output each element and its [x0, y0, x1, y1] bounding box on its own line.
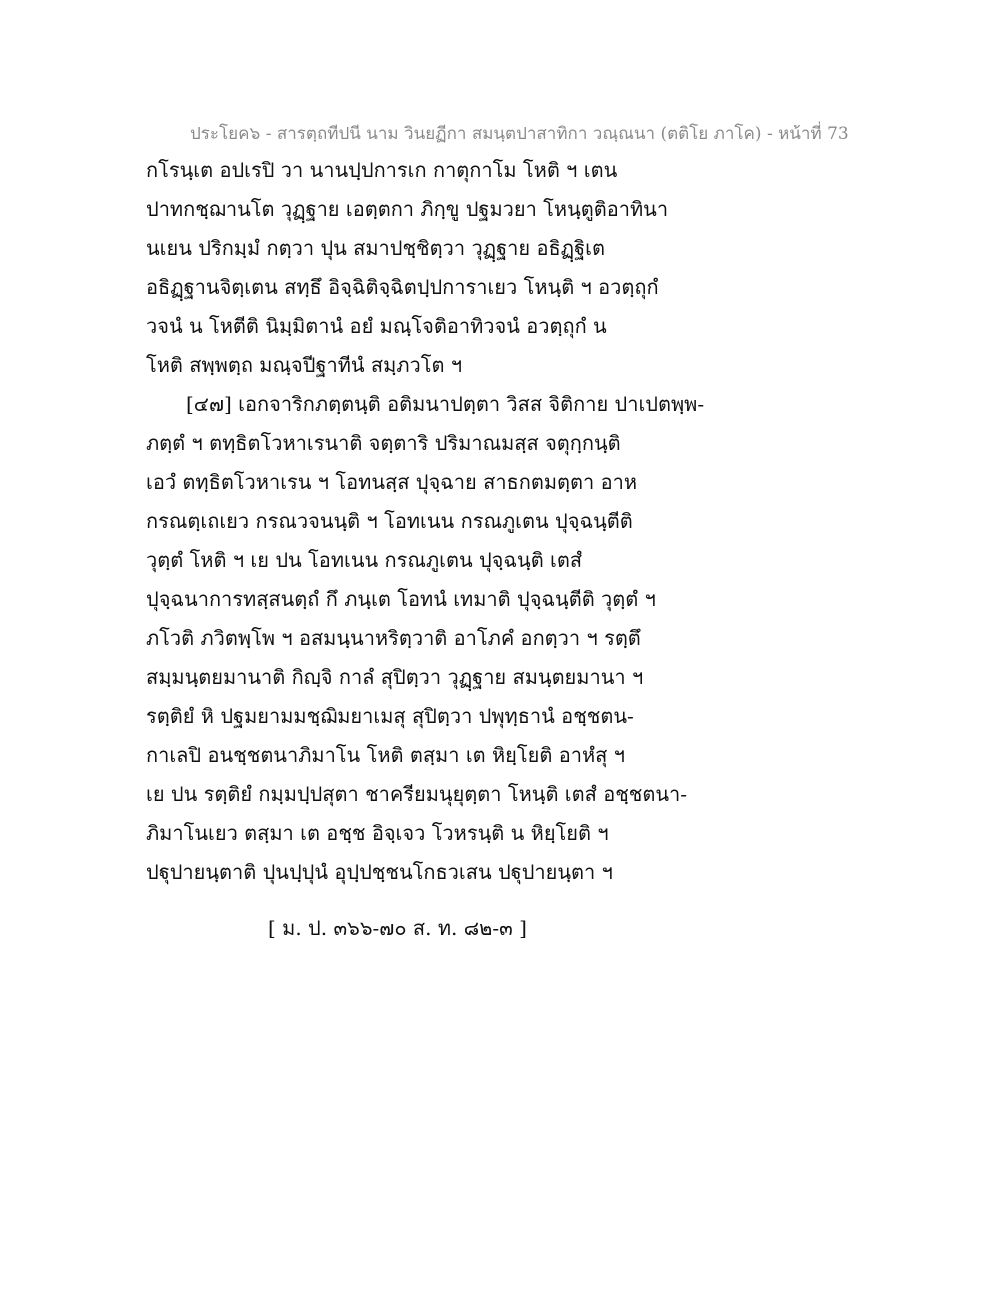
body-line: เย ปน รตฺติยํ กมฺมปฺปสุตา ชาครียมนุยุตฺตา โหนฺติ เตสํ อชฺชตนา-: [146, 782, 688, 806]
body-line: วจนํ น โหตีติ นิมฺมิตานํ อยํ มณฺโจติอาทิวจนํ อวตฺถุกํ น: [146, 314, 607, 338]
body-line: โหติ สพฺพตฺถ มณฺจปีฐาทีนํ สมฺภวโต ฯ: [146, 353, 463, 377]
body-line: ภโวติ ภวิตพฺโพ ฯ อสมนฺนาหริตฺวาติ อาโภคํ อกตฺวา ฯ รตฺตึ: [146, 626, 641, 650]
body-line: ภิมาโนเยว ตสฺมา เต อชฺช อิจฺเจว โวหรนฺติ น หิยฺโยติ ฯ: [146, 821, 609, 845]
body-line: สมฺมนฺตยมานาติ กิญฺจิ กาลํ สุปิตฺวา วุฏฺฐาย สมนฺตยมานา ฯ: [146, 665, 644, 689]
body-line: กาเลปิ อนชฺชตนาภิมาโน โหติ ตสฺมา เต หิยฺโยติ อาหํสุ ฯ: [146, 743, 625, 767]
body-line: ปฐุปายนฺตาติ ปุนปฺปุนํ อุปฺปชฺชนโกธวเสน ปฐุปายนฺตา ฯ: [146, 860, 613, 884]
body-line: กรณตฺเถเยว กรณวจนนฺติ ฯ โอทเนน กรณภูเตน ปุจฺฉนฺตีติ: [146, 509, 633, 533]
body-line: ภตฺตํ ฯ ตทฺธิตโวหาเรนาติ จตฺตาริ ปริมาณมสฺส จตุกฺกนฺติ: [146, 431, 621, 455]
source-reference: [ ม. ป. ๓๖๖-๗๐ ส. ท. ๘๒-๓ ]: [268, 916, 527, 940]
body-line: วุตฺตํ โหติ ฯ เย ปน โอทเนน กรณภูเตน ปุจฺฉนฺติ เตสํ: [146, 548, 583, 572]
body-line: กโรนฺเต อปเรปิ วา นานปฺปการเก กาตุกาโม โหติ ฯ เตน: [146, 158, 618, 182]
body-line: ปาทกชฺฌานโต วุฏฺฐาย เอตฺตกา ภิกฺขู ปฐมวยา โหนฺตูติอาทินา: [146, 197, 669, 221]
body-line: รตฺติยํ หิ ปฐมยามมชฺฌิมยาเมสุ สุปิตฺวา ปพุทฺธานํ อชฺชตน-: [146, 704, 634, 728]
page-header: ประโยค๖ - สารตฺถทีปนี นาม วินยฏีกา สมนฺตปาสาทิกา วณฺณนา (ตติโย ภาโค) - หน้าที่ 73: [190, 124, 849, 144]
body-line: ปุจฺฉนาการทสฺสนตฺถํ กึ ภนฺเต โอทนํ เทมาติ ปุจฺฉนฺตีติ วุตฺตํ ฯ: [146, 587, 656, 611]
body-line: อธิฏฺฐานจิตฺเตน สทฺธึ อิจฺฉิติจฺฉิตปฺปการาเยว โหนฺติ ฯ อวตฺถุกํ: [146, 275, 659, 299]
body-line: นเยน ปริกมฺมํ กตฺวา ปุน สมาปชฺชิตฺวา วุฏฺฐาย อธิฏฺฐิเต: [146, 236, 605, 260]
body-line: เอวํ ตทฺธิตโวหาเรน ฯ โอทนสฺส ปุจฺฉาย สาธกตมตฺตา อาห: [146, 470, 638, 494]
body-line-paragraph-start: [๔๗] เอกจาริกภตฺตนฺติ อติมนาปตฺตา วิสส จิติกาย ปาเปตพฺพ-: [186, 392, 705, 416]
